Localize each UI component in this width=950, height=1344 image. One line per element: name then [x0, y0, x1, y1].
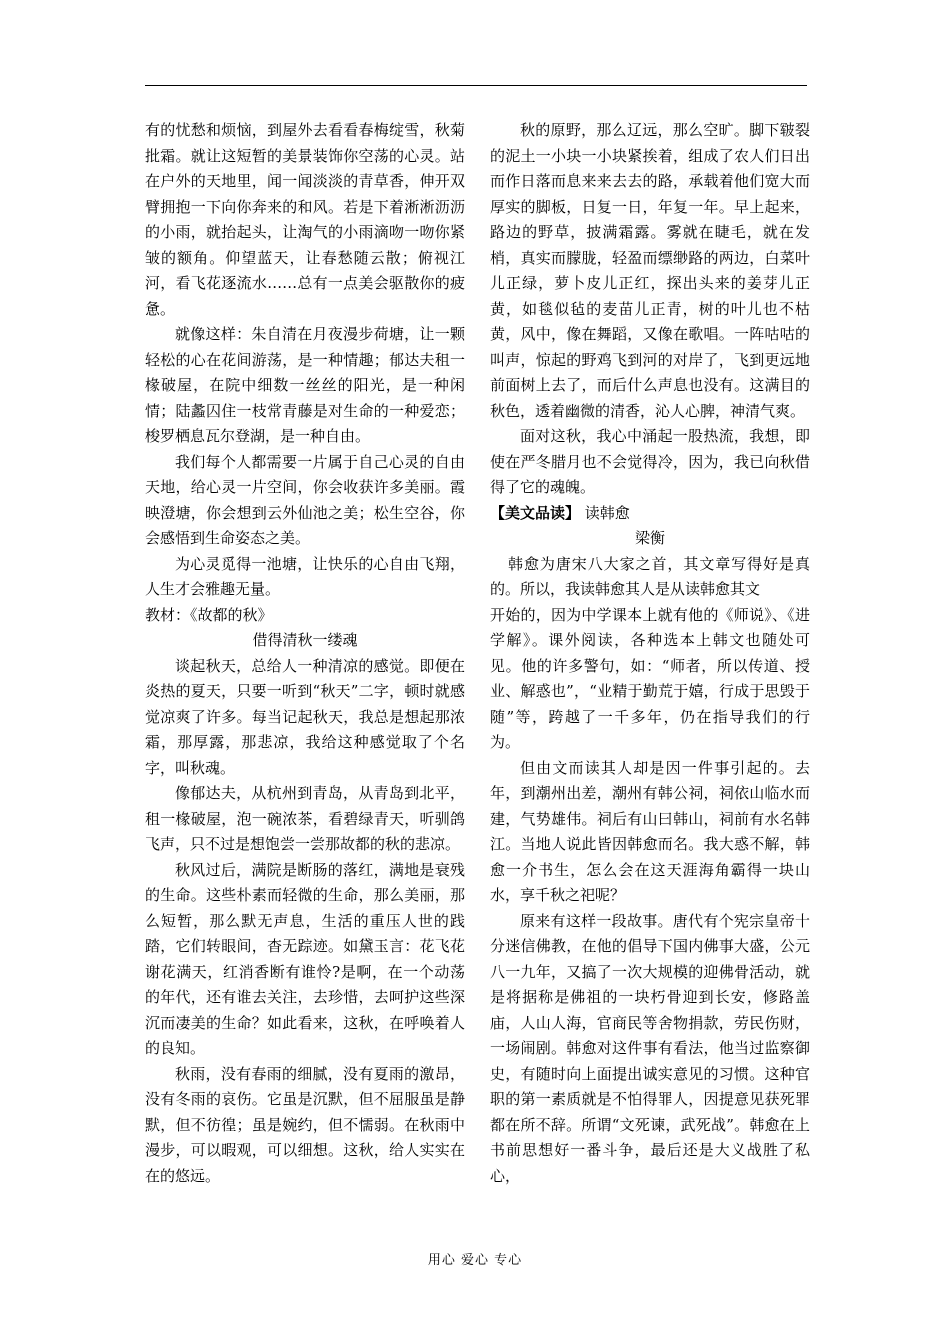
right-paragraph-4: 但由文而读其人却是因一件事引起的。去年，到潮州出差，潮州有韩公祠，祠依山临水而建，气势雄伟。祠后有山曰韩山，祠前有水名韩江。当地人说此皆因韩愈而名。我大惑不解，韩愈一介书生，怎么会在这天涯海角霸得一块山水，享千秋之祀呢？	[490, 758, 810, 904]
page-footer: 用心 爱心 专心	[427, 1253, 523, 1268]
section-heading	[490, 501, 810, 527]
left-paragraph-7: 秋风过后，满院是断肠的落红，满地是衰残的生命。这些朴素而轻微的生命，那么美丽，那么短暂，那么默无声息，生活的重压人世的践踏，它们转眼间，杳无踪迹。如黛玉言：花飞花谢花满天，红消香断有谁怜?是啊，在一个动荡的年代，还有谁去关注，去珍惜，去呵护这些深沉而凄美的生命？如此看来，这秋，在呼唤着人的良知。	[145, 860, 465, 1057]
left-paragraph-3: 我们每个人都需要一片属于自己心灵的自由天地，给心灵一片空间，你会收获许多美丽。霞映澄塘，你会想到云外仙池之美；松生空谷，你会感悟到生命姿态之美。	[145, 452, 465, 547]
section-tag: 【美文品读】	[490, 503, 581, 522]
right-paragraph-3a: 韩愈为唐宋八大家之首，其文章写得好是真的。所以，我读韩愈其人是从读韩愈其文	[490, 554, 810, 598]
right-column	[490, 118, 810, 1189]
left-paragraph-5: 谈起秋天，总给人一种清凉的感觉。即便在炎热的夏天，只要一听到“秋天”二字，顿时就感觉凉爽了许多。每当记起秋天，我总是想起那浓霜，那厚露，那悲凉，我给这种感觉取了个名字，叫秋魂。	[145, 656, 465, 777]
essay-title: 借得清秋一缕魂	[252, 631, 358, 649]
left-paragraph-1: 有的忧愁和烦恼，到屋外去看看春梅绽雪，秋菊批霜。就让这短暂的美景装饰你空荡的心灵。站在户外的天地里，闻一闻淡淡的青草香，伸开双臂拥抱一下向你奔来的和风。若是下着淅淅沥沥的小雨，就抬起头，让淘气的小雨滴吻一吻你紧皱的额角。仰望蓝天，让春愁随云散；俯视江河，看飞花逐流水……总有一点美会驱散你的疲惫。	[145, 121, 465, 318]
right-paragraph-3b: 开始的，因为中学课本上就有他的《师说》、《进学解》。课外阅读，各种选本上韩文也随处可见。他的许多警句，如：“师者，所以传道、授业、解惑也”，“业精于勤荒于嬉，行成于思毁于随”等，跨越了一千多年，仍在指导我们的行为。	[490, 605, 810, 751]
textbook-line: 教材：《故都的秋》	[145, 605, 273, 624]
right-paragraph-1: 秋的原野，那么辽远，那么空旷。脚下皲裂的泥土一小块一小块紧挨着，组成了农人们日出而作日落而息来来去去的路，承载着他们宽大而厚实的脚板，日复一日，年复一年。早上起来，路边的野草，披满霜露。雾就在睫毛，就在发梢，真实而朦胧，轻盈而缥缈路的两边，白菜叶儿正绿，萝卜皮儿正红，探出头来的姜芽儿正黄，如毯似毡的麦苗儿正青，树的叶儿也不枯黄，风中，像在舞蹈，又像在歌唱。一阵咕咕的叫声，惊起的野鸡飞到河的对岸了，飞到更远地前面树上去了，而后什么声息也没有。这满目的秋色，透着幽微的清香，沁人心脾，神清气爽。	[490, 121, 810, 420]
header-rule	[145, 85, 807, 86]
left-paragraph-4: 为心灵觅得一池塘，让快乐的心自由飞翔，人生才会雅趣无量。	[145, 554, 465, 598]
author-name: 梁衡	[634, 529, 665, 547]
section-title: 读韩愈	[584, 503, 630, 522]
left-paragraph-8: 秋雨，没有春雨的细腻，没有夏雨的激昂，没有冬雨的哀伤。它虽是沉默，但不屈服虽是静默，但不彷徨；虽是婉约，但不懦弱。在秋雨中漫步，可以暇观，可以细想。这秋，给人实实在在的悠远。	[145, 1064, 465, 1185]
right-paragraph-2: 面对这秋，我心中涌起一股热流，我想，即使在严冬腊月也不会觉得冷，因为，我已向秋借得了它的魂魄。	[490, 427, 810, 496]
left-paragraph-6: 像郁达夫，从杭州到青岛，从青岛到北平，租一椽破屋，泡一碗浓茶，看碧绿青天，听驯鸽飞声，只不过是想饱尝一尝那故都的秋的悲凉。	[145, 784, 465, 853]
left-paragraph-2: 就像这样：朱自清在月夜漫步荷塘，让一颗轻松的心在花间游荡，是一种情趣；郁达夫租一椽破屋，在院中细数一丝丝的阳光，是一种闲情；陆蠡囚住一枝常青藤是对生命的一种爱恋；梭罗栖息瓦尔登湖，是一种自由。	[145, 325, 465, 445]
left-column	[145, 118, 465, 1189]
right-paragraph-5: 原来有这样一段故事。唐代有个宪宗皇帝十分迷信佛教，在他的倡导下国内佛事大盛，公元八一九年，又搞了一次大规模的迎佛骨活动，就是将据称是佛祖的一块朽骨迎到长安，修路盖庙，人山人海，官商民等舍物捐款，劳民伤财，一场闹剧。韩愈对这件事有看法，他当过监察御史，有随时向上面提出诚实意见的习惯。这种官职的第一素质就是不怕得罪人，因提意见获死罪都在所不辞。所谓“文死谏，武死战”。韩愈在上书前思想好一番斗争，最后还是大义战胜了私心，	[490, 911, 810, 1185]
